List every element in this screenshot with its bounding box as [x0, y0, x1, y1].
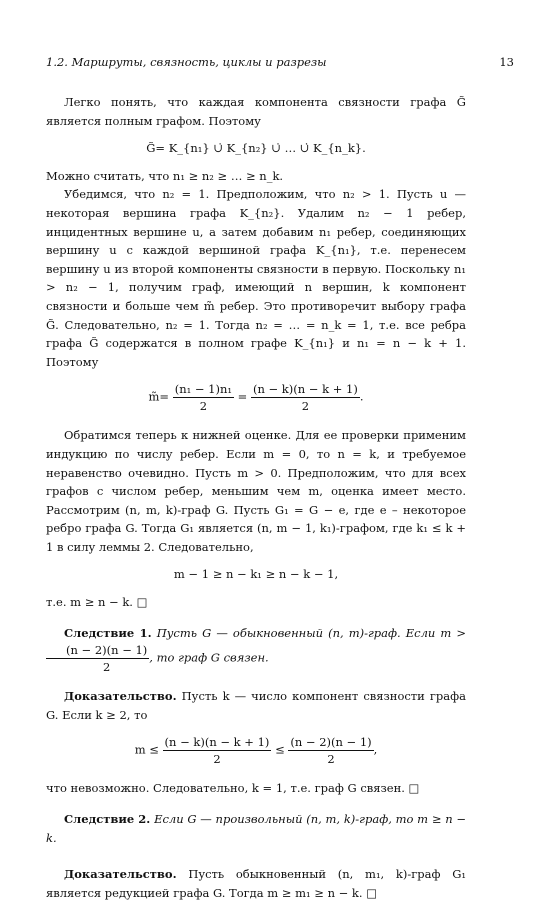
equation-2: [46, 381, 466, 414]
corollary-1: [46, 624, 466, 676]
corollary-1-fraction: [46, 642, 149, 675]
proof-1-eq-lhs: m ≤: [134, 742, 159, 757]
corollary-2: [46, 810, 466, 847]
proof-1-conclusion: что невозможно. Следовательно, k = 1, т.е. граф G связен. □: [46, 781, 420, 796]
eq2-denominator-2: 2: [301, 399, 310, 414]
proof-2: [46, 865, 466, 902]
section-title: 1.2. Маршруты, связность, циклы и разрезы: [46, 55, 327, 69]
proof-1-equation: [46, 734, 466, 767]
running-header: [46, 53, 514, 71]
proof-1-label: Доказательство.: [64, 689, 177, 704]
proof-1-text: Пусть k — число компонент связности графа G. Если k ≥ 2, то: [46, 689, 466, 722]
corollary-2-text: Если G — произвольный (n, m, k)-граф, то m ≥ n − k.: [46, 812, 466, 845]
paragraph-4: Обратимся теперь к нижней оценке. Для ее проверки применим индукцию по числу ребер. Если m = 0, то n = k, и требуемое неравенство очевидно. Пусть m > 0. Предположим, что для всех графов с числом ребер, меньшим чем m, оценка имеет место. Рассмотрим (n, m, k)-граф G. Пусть G₁ = G − e, где e – некоторое ребро графа G. Тогда G₁ является (n, m − 1, k₁)-графом, где k₁ ≤ k + 1 в силу леммы 2. Следовательно,: [46, 428, 466, 554]
equation-3: m − 1 ≥ n − k₁ ≥ n − k − 1,: [173, 567, 339, 582]
eq2-equals: =: [237, 389, 248, 404]
corollary-1-denominator: 2: [102, 660, 111, 675]
corollary-1-label: Следствие 1.: [64, 625, 152, 640]
eq2-lhs: m̃=: [148, 389, 170, 404]
spacer: [46, 675, 466, 687]
spacer: [46, 612, 466, 624]
proof-1-numerator-2: (n − 2)(n − 1): [290, 735, 372, 750]
proof-1-denominator-2: 2: [327, 752, 335, 767]
corollary-1-numerator: (n − 2)(n − 1): [46, 642, 149, 659]
paragraph-5: т.е. m ≥ n − k. □: [46, 595, 148, 610]
proof-1-numerator-1: (n − k)(n − k + 1): [164, 735, 270, 750]
eq2-end: .: [359, 389, 364, 404]
corollary-2-label: Следствие 2.: [64, 812, 151, 827]
proof-1-fraction-1: [163, 734, 272, 767]
eq2-numerator-1: (n₁ − 1)n₁: [174, 382, 232, 397]
proof-2-label: Доказательство.: [64, 867, 177, 882]
spacer: [46, 798, 466, 810]
corollary-1-text: Пусть G — обыкновенный (n, m)-граф. Если: [156, 625, 436, 640]
paragraph-2: Можно считать, что n₁ ≥ n₂ ≥ … ≥ n_k.: [46, 168, 284, 183]
proof-1-fraction-2: [288, 734, 373, 767]
corollary-1-m: m >: [440, 625, 467, 640]
proof-1-comma: ,: [373, 742, 378, 757]
spacer: [46, 847, 466, 865]
proof-1-le: ≤: [275, 742, 285, 757]
proof-1: [46, 687, 466, 724]
eq2-numerator-2: (n − k)(n − k + 1): [252, 382, 358, 397]
paragraph-3: Убедимся, что n₂ = 1. Предположим, что n₂ > 1. Пусть u — некоторая вершина графа K_{n₂}. Удалим n₂ − 1 ребер, инцидентных вершине u, а затем добавим n₁ ребер, соединяющих вершину u с каждой вершиной графа K_{n₁}, т.е. перенесем вершину u из второй компоненты связности в первую. Поскольку n₁ > n₂ − 1, получим граф, имеющий n вершин, k компонент связности и больше чем m̃ ребер. Это противоречит выбору графа G̃. Следовательно, n₂ = 1. Тогда n₂ = … = n_k = 1, т.е. все ребра графа G̃ содержатся в полном графе K_{n₁} и n₁ = n − k + 1. Поэтому: [46, 187, 466, 369]
eq2-fraction-1: [173, 381, 234, 414]
eq2-denominator-1: 2: [199, 399, 208, 414]
eq2-fraction-2: [251, 381, 360, 414]
page-number: 13: [499, 55, 514, 69]
equation-1: G̃= K_{n₁} ∪̇ K_{n₂} ∪̇ … ∪̇ K_{n_k}.: [146, 141, 366, 156]
corollary-1-tail: , то граф G связен.: [149, 650, 269, 665]
page-body: [46, 93, 466, 902]
proof-1-denominator-1: 2: [213, 752, 221, 767]
paragraph-1: Легко понять, что каждая компонента связности графа G̃ является полным графом. Поэтому: [46, 95, 466, 128]
proof-2-text: Пусть обыкновенный (n, m₁, k)-граф G₁ является редукцией графа G. Тогда m ≥ m₁ ≥ n − k. □: [46, 867, 467, 900]
